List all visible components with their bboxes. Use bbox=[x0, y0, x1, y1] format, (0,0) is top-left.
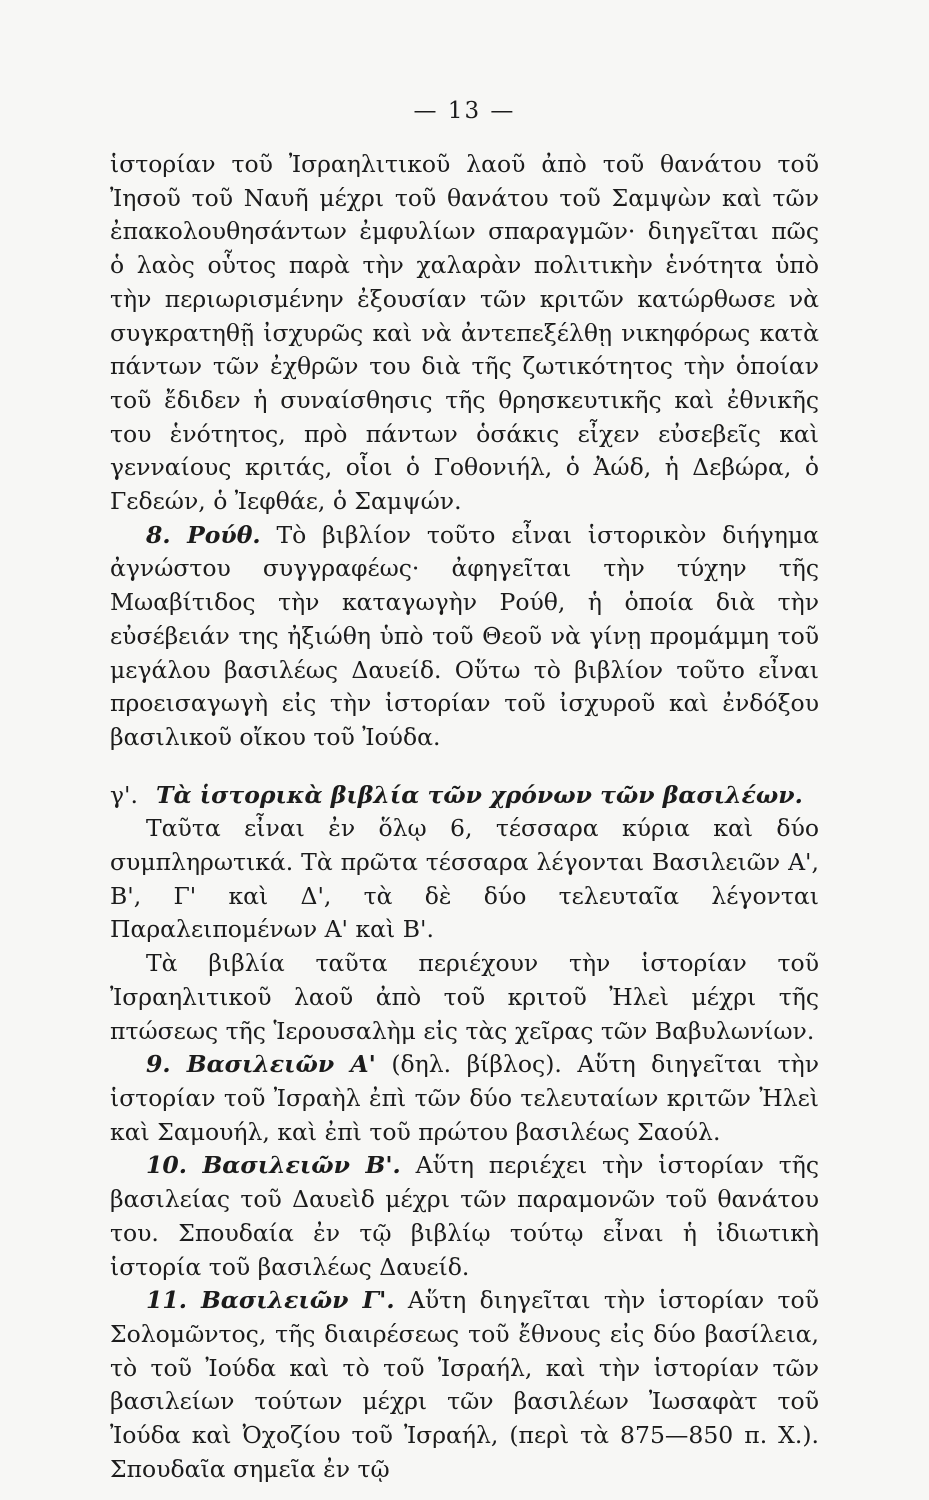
entry-kings-2 bbox=[110, 1149, 819, 1284]
section-title: Τὰ ἱστορικὰ βιβλία τῶν χρόνων τῶν βασιλέων. bbox=[155, 780, 803, 809]
entry-heading-ruth: 8. Ρούθ. bbox=[146, 520, 261, 549]
paragraph-books-count: Ταῦτα εἶναι ἐν ὅλῳ 6, τέσσαρα κύρια καὶ δύο συμπληρωτικά. Τὰ πρῶτα τέσσαρα λέγονται Βασιλειῶν Α', Β', Γ' καὶ Δ', τὰ δὲ δύο τελευταῖα λέγονται Παραλειπομένων Α' καὶ Β'. bbox=[110, 814, 819, 944]
entry-text-ruth: Τὸ βιβλίον τοῦτο εἶναι ἱστορικὸν διήγημα ἀγνώστου συγγραφέως· ἀφηγεῖται τὴν τύχην τῆς Μωαβίτιδος τὴν καταγωγὴν Ρούθ, ἡ ὁποία διὰ τὴν εὐσέβειάν της ἠξιώθη ὑπὸ τοῦ Θεοῦ νὰ γίνῃ προμάμμη τοῦ μεγάλου βασιλέως Δαυείδ. Οὕτω τὸ βιβλίον τοῦτο εἶναι προεισαγωγὴ εἰς τὴν ἱστορίαν τοῦ ἰσχυροῦ καὶ ἐνδόξου βασιλικοῦ οἴκου τοῦ Ἰούδα. bbox=[110, 520, 819, 751]
entry-kings-3 bbox=[110, 1284, 819, 1486]
entry-ruth bbox=[110, 519, 819, 755]
entry-text-kings-1: (δηλ. βίβλος). Αὕτη διηγεῖται τὴν ἱστορίαν τοῦ Ἰσραὴλ ἐπὶ τῶν δύο τελευταίων κριτῶν Ἠλεὶ καὶ Σαμουήλ, καὶ ἐπὶ τοῦ πρώτου βασιλέως Σαούλ. bbox=[110, 1050, 819, 1146]
paragraph-judges-continuation: ἱστορίαν τοῦ Ἰσραηλιτικοῦ λαοῦ ἀπὸ τοῦ θανάτου τοῦ Ἰησοῦ τοῦ Ναυῆ μέχρι τοῦ θανάτου τοῦ Σαμψὼν καὶ τῶν ἐπακολουθησάντων ἐμφυλίων σπαραγμῶν· διηγεῖται πῶς ὁ λαὸς οὗτος παρὰ τὴν χαλαρὰν πολιτικὴν ἑνότητα ὑπὸ τὴν περιωρισμένην ἐξουσίαν τῶν κριτῶν κατώρθωσε νὰ συγκρατηθῇ ἰσχυρῶς καὶ νὰ ἀντεπεξέλθῃ νικηφόρως κατὰ πάντων τῶν ἐχθρῶν του διὰ τῆς ζωτικότητος τὴν ὁποίαν τοῦ ἔδιδεν ἡ συναίσθησις τῆς θρησκευτικῆς καὶ ἐθνικῆς του ἑνότητος, πρὸ πάντων ὁσάκις εἶχεν εὐσεβεῖς καὶ γενναίους κριτάς, οἷοι ὁ Γοθονιήλ, ὁ Ἀώδ, ἡ Δεβώρα, ὁ Γεδεών, ὁ Ἰεφθάε, ὁ Σαμψών. bbox=[110, 150, 819, 516]
section-marker: γ'. bbox=[110, 780, 138, 809]
entry-kings-1 bbox=[110, 1048, 819, 1149]
paragraph-books-content: Τὰ βιβλία ταῦτα περιέχουν τὴν ἱστορίαν τοῦ Ἰσραηλιτικοῦ λαοῦ ἀπὸ τοῦ κριτοῦ Ἠλεὶ μέχρι τῆς πτώσεως τῆς Ἱερουσαλὴμ εἰς τὰς χεῖρας τῶν Βαβυλωνίων. bbox=[110, 949, 819, 1045]
entry-heading-kings-1: 9. Βασιλειῶν Α' bbox=[146, 1050, 376, 1079]
section-heading bbox=[110, 779, 819, 813]
entry-heading-kings-2: 10. Βασιλειῶν Β'. bbox=[146, 1151, 401, 1180]
page-number: — 13 — bbox=[413, 98, 516, 124]
entry-text-kings-2: Αὕτη περιέχει τὴν ἱστορίαν τῆς βασιλείας τοῦ Δαυεὶδ μέχρι τῶν παραμονῶν τοῦ θανάτου του. Σπουδαία ἐν τῷ βιβλίῳ τούτῳ εἶναι ἡ ἰδιωτικὴ ἱστορία τοῦ βασιλέως Δαυείδ. bbox=[110, 1151, 819, 1281]
entry-text-kings-3: Αὕτη διηγεῖται τὴν ἱστορίαν τοῦ Σολομῶντος, τῆς διαιρέσεως τοῦ ἔθνους εἰς δύο βασίλεια, τὸ τοῦ Ἰούδα καὶ τὸ τοῦ Ἰσραήλ, καὶ τὴν ἱστορίαν τῶν βασιλείων τούτων μέχρι τῶν βασιλέων Ἰωσαφὰτ τοῦ Ἰούδα καὶ Ὀχοζίου τοῦ Ἰσραήλ, (περὶ τὰ 875—850 π. Χ.). Σπουδαῖα σημεῖα ἐν τῷ bbox=[110, 1286, 819, 1483]
entry-heading-kings-3: 11. Βασιλειῶν Γ'. bbox=[146, 1286, 395, 1315]
